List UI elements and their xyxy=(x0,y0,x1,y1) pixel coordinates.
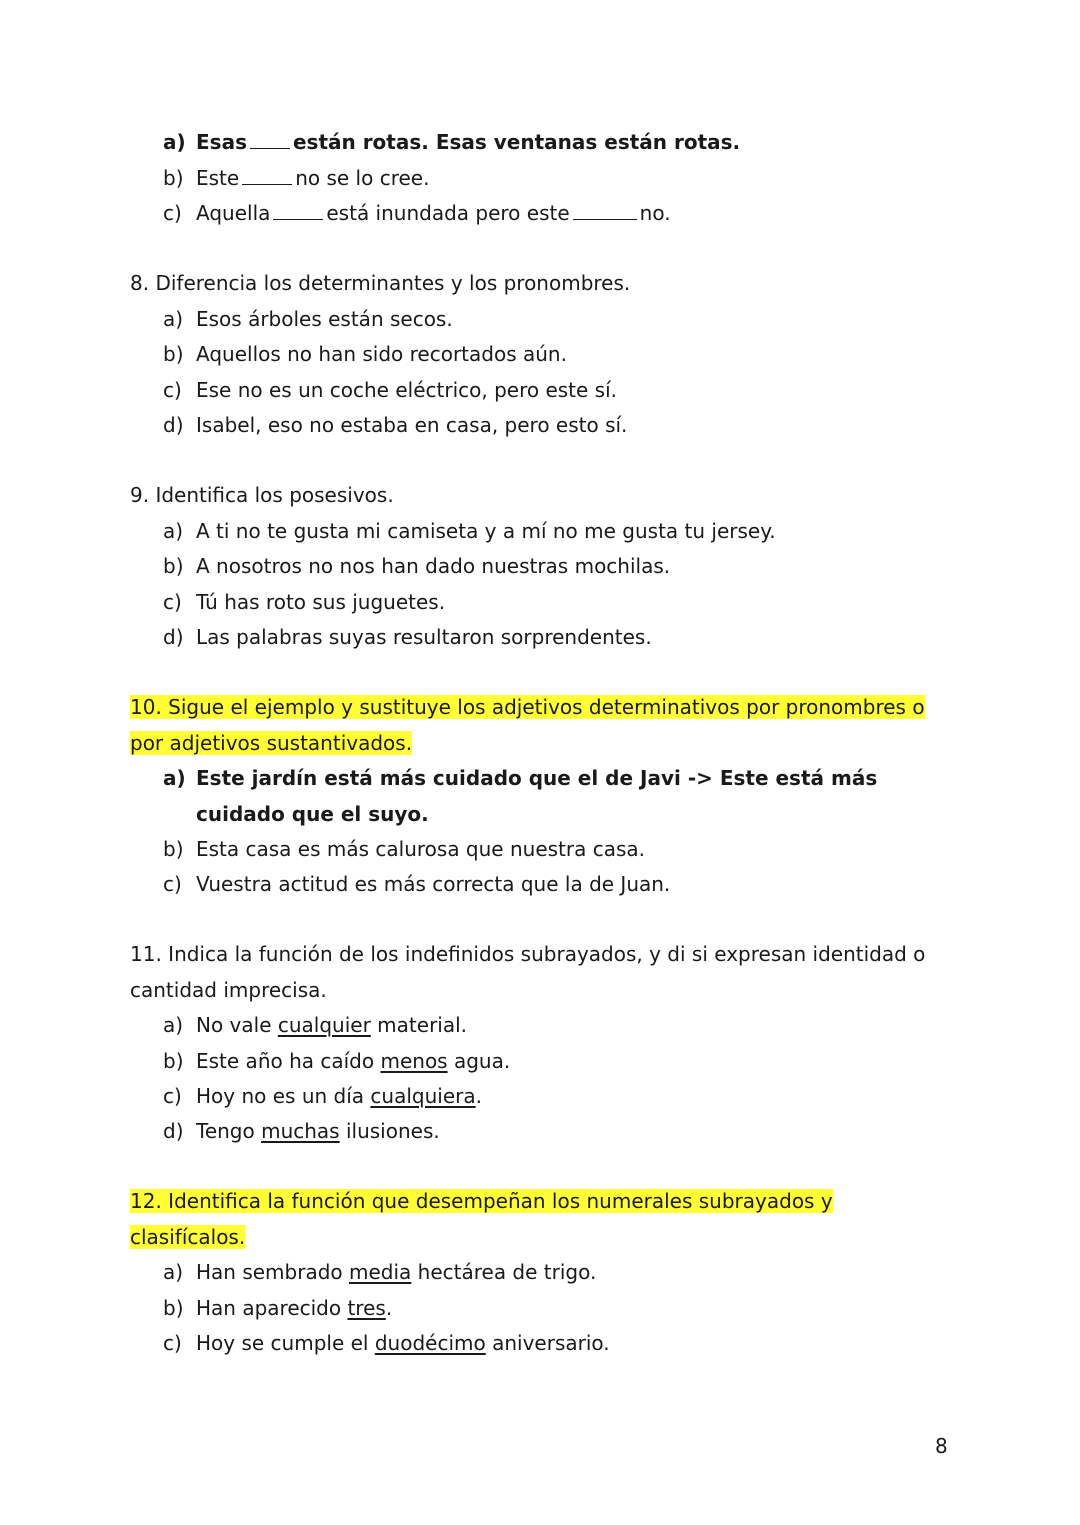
exercise-9-item: d) Las palabras suyas resultaron sorprendentes. xyxy=(163,625,652,649)
exercise-10-example: a) Este jardín está más cuidado que el de Javi -> Este está más xyxy=(163,766,878,790)
exercise-11-item: a) No vale cualquier material. xyxy=(163,1013,468,1037)
blank-line xyxy=(573,201,637,220)
exercise-12-item: a) Han sembrado media hectárea de trigo. xyxy=(163,1260,597,1284)
exercise-8-title: 8. Diferencia los determinantes y los pronombres. xyxy=(130,271,631,295)
exercise-9-item: c) Tú has roto sus juguetes. xyxy=(163,590,446,614)
prev-item-b: b) Este no se lo cree. xyxy=(163,166,430,190)
exercise-11-title-cont: cantidad imprecisa. xyxy=(130,978,327,1002)
exercise-12-title-cont: clasifícalos. xyxy=(130,1225,246,1249)
page-number: 8 xyxy=(935,1434,948,1458)
prev-item-c: c) Aquella está inundada pero este no. xyxy=(163,201,671,225)
exercise-10-title: 10. Sigue el ejemplo y sustituye los adjetivos determinativos por pronombres o xyxy=(130,695,925,719)
exercise-10-example-cont: cuidado que el suyo. xyxy=(196,802,429,826)
exercise-8-item: c) Ese no es un coche eléctrico, pero este sí. xyxy=(163,378,618,402)
exercise-9-title: 9. Identifica los posesivos. xyxy=(130,483,394,507)
exercise-9-item: b) A nosotros no nos han dado nuestras mochilas. xyxy=(163,554,671,578)
exercise-8-item: a) Esos árboles están secos. xyxy=(163,307,453,331)
exercise-10-title-cont: por adjetivos sustantivados. xyxy=(130,731,413,755)
exercise-10-item: b) Esta casa es más calurosa que nuestra casa. xyxy=(163,837,646,861)
blank-line xyxy=(250,130,290,149)
exercise-9-item: a) A ti no te gusta mi camiseta y a mí no me gusta tu jersey. xyxy=(163,519,776,543)
exercise-12-title: 12. Identifica la función que desempeñan los numerales subrayados y xyxy=(130,1189,833,1213)
exercise-8-item: b) Aquellos no han sido recortados aún. xyxy=(163,342,567,366)
exercise-11-item: d) Tengo muchas ilusiones. xyxy=(163,1119,440,1143)
exercise-11-item: b) Este año ha caído menos agua. xyxy=(163,1049,511,1073)
exercise-12-item: c) Hoy se cumple el duodécimo aniversario. xyxy=(163,1331,610,1355)
prev-item-a: a) Esas están rotas. Esas ventanas están rotas. xyxy=(163,130,741,154)
exercise-10-item: c) Vuestra actitud es más correcta que la de Juan. xyxy=(163,872,671,896)
exercise-11-title: 11. Indica la función de los indefinidos subrayados, y di si expresan identidad o xyxy=(130,942,926,966)
blank-line xyxy=(242,166,292,185)
blank-line xyxy=(273,201,323,220)
exercise-12-item: b) Han aparecido tres. xyxy=(163,1296,393,1320)
exercise-8-item: d) Isabel, eso no estaba en casa, pero esto sí. xyxy=(163,413,628,437)
exercise-11-item: c) Hoy no es un día cualquiera. xyxy=(163,1084,482,1108)
